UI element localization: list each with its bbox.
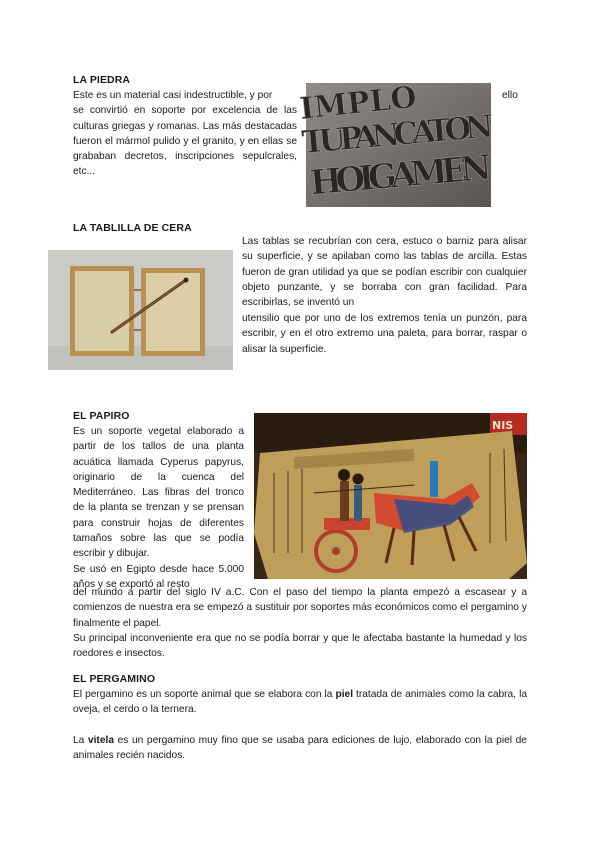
pergamino-block [73,687,527,763]
papiro-wide-block [73,585,527,661]
inscription-line-2: TUPANCATON [300,108,495,162]
tablilla-paragraph-1: Las tablas se recubrían con cera, estuco o barniz para alisar su superficie, y se apilaban como las tablas de arcilla. Estas fueron de gran utilidad ya que se podían escribir con cualquier objeto punzante, y se borraba con gran facilidad. Para escribirlas, se inventó un [242,236,527,309]
papyrus-corner-label: NIS [492,419,514,432]
papiro-wide-para-2: Su principal inconveniente era que no se podía borrar y que le afectaba bastante la humedad y los roedores e insectos. [73,632,527,660]
pergamino-para-1 [73,687,527,718]
section-heading-tablilla: LA TABLILLA DE CERA [73,222,192,234]
inscription-line-1: IMPLO [298,79,419,127]
piedra-body: se convirtió en soporte por excelencia de las culturas griegas y romanas. Las más destacadas fueron el mármol pulido y el granito, y en ellas se grababan decretos, inscripciones sepulcrales, etc... [73,105,297,178]
pergamino-p2-bold: vitela [87,734,114,746]
piedra-line1: Este es un material casi indestructible, y por [73,90,273,101]
pergamino-p1-text-a: El pergamino es un soporte animal que se elabora con la [73,689,336,700]
pergamino-p1-bold: piel [335,689,354,700]
stone-inscription-image [298,79,495,207]
papiro-narrow-para-1: Es un soporte vegetal elaborado a partir de los tallos de una planta acuática llamada Cyperus papyrus, originario de la cuenca del Mediterráneo. Las fibras del tronco de la planta se trenzan y se prensan para construir hojas de diferentes tamaños sobre las que se podía escribir y dibujar. [73,426,244,560]
tablilla-paragraph-2: utensilio que por uno de los extremos tenía un punzón, para escribir, y en el otro extremo una paleta, para borrar, raspar o alisar la superficie. [242,313,527,355]
section-heading-piedra: LA PIEDRA [73,74,131,86]
pergamino-p2-text-b: es un pergamino muy fino que se usaba para ediciones de lujo, elaborado con la piel de animales recién nacidos. [73,734,527,761]
pergamino-p1-text-b: tratada de animales como la cabra, la oveja, el cerdo o la ternera. [73,689,527,716]
papyrus-image [254,413,527,579]
pergamino-para-2 [73,733,527,764]
inscription-line-3: HOIGAMEN [308,147,494,204]
piedra-text-block [73,88,297,180]
section-heading-pergamino: EL PERGAMINO [73,673,156,685]
wax-tablet-image [48,250,233,370]
pergamino-p2-text-a: La [73,734,88,746]
pergamino-spacer [73,718,527,733]
papiro-wide-para-1: del mundo a partir del siglo IV a.C. Con el paso del tiempo la planta empezó a escasear y a comienzos de nuestra era se empezó a sustituir por soportes más económicos como el pergamino y finalmente el papel. [73,587,527,629]
papiro-narrow-para-2: Se usó en Egipto desde hace 5.000 años y se exportó al resto [73,563,244,590]
section-heading-papiro: EL PAPIRO [73,410,130,422]
piedra-line1-end: ello [502,90,518,101]
papiro-narrow-block [73,424,244,592]
